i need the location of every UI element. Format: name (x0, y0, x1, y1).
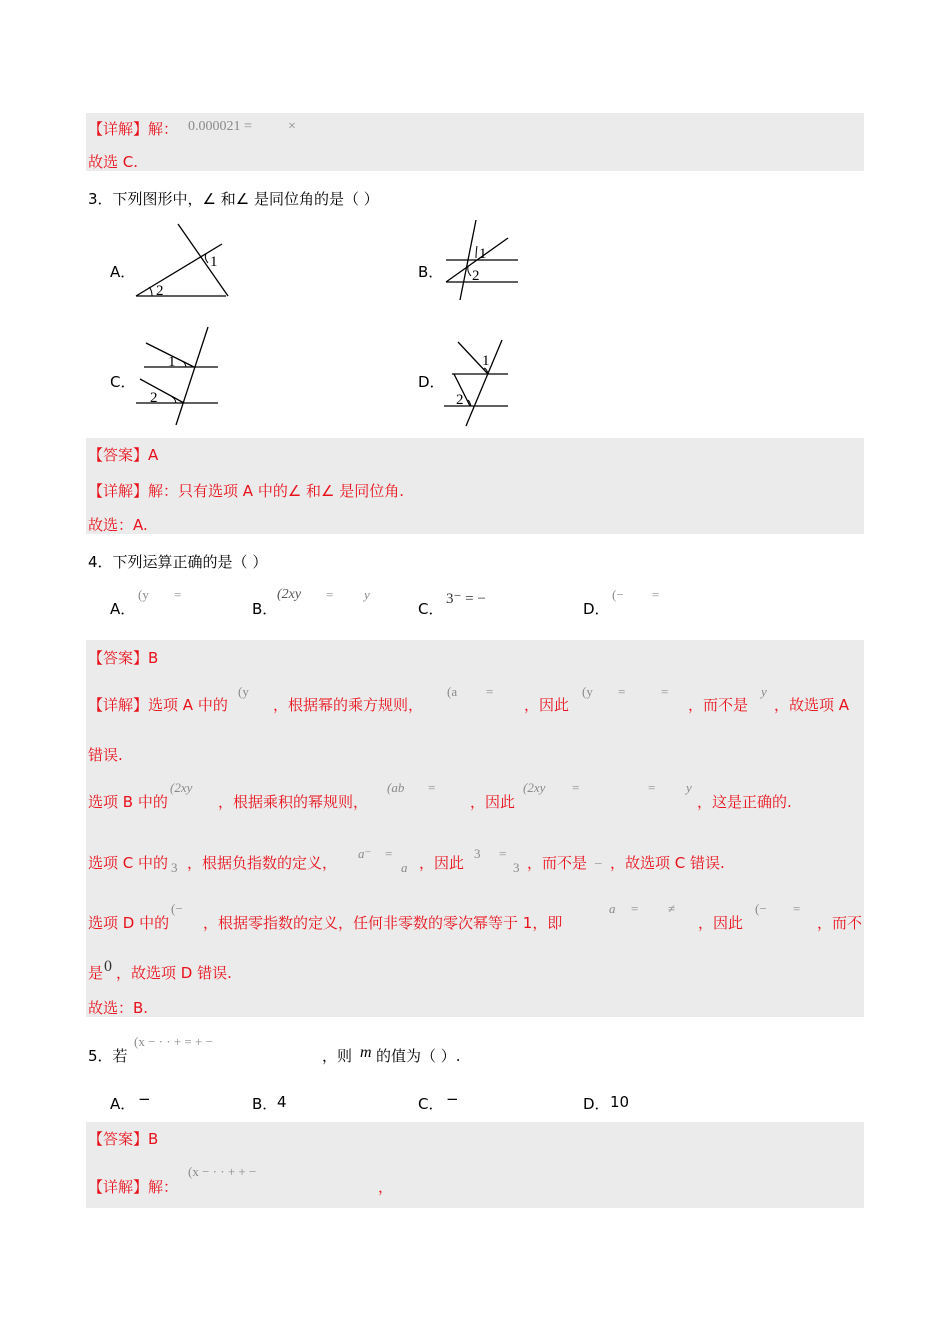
q3-c-mark-2: 2 (150, 390, 158, 406)
q4-detail-c-math-3c: 3 (513, 860, 520, 875)
q3-option-b-label: B． (418, 263, 444, 281)
q4-option-c-label: C． (418, 600, 444, 618)
q4-detail-d-math-5: 0 (104, 958, 112, 975)
q2-times: × (288, 119, 296, 134)
q2-expr: 0.000021 = (188, 119, 252, 134)
q4-detail-b-math-3d: y (686, 780, 692, 795)
q4-option-a-expr: (y (138, 587, 149, 602)
q5-answer-value: B (148, 1130, 159, 1148)
q3-d-mark-2: 2 (456, 392, 464, 408)
q4-option-b-expr: (2xy (277, 587, 302, 602)
q3-a-mark-2: 2 (156, 283, 164, 299)
q2-detail-line (88, 118, 178, 139)
q4-detail-c-math-3: 3 (474, 846, 481, 861)
q4-detail-c-math-3b: = (499, 846, 507, 861)
q4-option-b-label: B． (252, 600, 278, 618)
q4-detail-c-math-2: a⁻ (358, 846, 372, 861)
q5-detail-tag: 【详解】 (88, 1178, 149, 1196)
q4-detail-a-text-1: 选项 A 中的 (148, 696, 228, 714)
q3-detail-line (88, 480, 404, 501)
q3-figure-d (440, 338, 510, 428)
q3-stem: 3．下列图形中，∠ 和∠ 是同位角的是（ ） (88, 190, 379, 208)
q3-conclusion: 故选：A. (88, 516, 148, 534)
q4-detail-d-text-4: ，而不 (817, 914, 863, 932)
q3-answer-value: A (148, 446, 159, 464)
q5-answer-tag: 【答案】 (88, 1130, 149, 1148)
q3-detail-text: 解：只有选项 A 中的∠ 和∠ 是同位角. (148, 482, 405, 500)
q2-detail-lead: 解： (148, 120, 179, 138)
q4-detail-c-text-4: ，而不是 (527, 854, 588, 872)
q4-detail-b-text-3: ，因此 (470, 793, 516, 811)
q4-detail-d-text-1: 选项 D 中的 (88, 914, 170, 932)
q4-detail-c-text-1: 选项 C 中的 (88, 854, 169, 872)
q5-stem-num: 5．若 (88, 1047, 128, 1065)
q4-detail-d-math-3: (− (755, 901, 767, 916)
q5-stem-tail: ，则 (322, 1047, 353, 1065)
q4-detail-tag: 【详解】 (88, 696, 149, 714)
q4-detail-a-text-3: ，因此 (524, 696, 570, 714)
q4-detail-c-text-2: ，根据负指数的定义， (187, 854, 338, 872)
q4-detail-d-math-3b: = (793, 901, 801, 916)
q3-option-a-label: A． (110, 263, 136, 281)
q5-option-c-label: C． (418, 1095, 444, 1113)
q4-detail-c-math-1: 3 (171, 860, 178, 875)
q5-option-a-label: A． (110, 1095, 136, 1113)
q4-detail-a-math-2b: = (486, 684, 494, 699)
q3-figure-a (130, 218, 230, 300)
q4-detail-c-math-2b: = (385, 846, 393, 861)
q3-option-c-label: C． (110, 373, 136, 391)
q2-conclusion: 故选 C. (88, 153, 139, 171)
q4-stem: 4．下列运算正确的是（ ） (88, 553, 268, 571)
q4-detail-a-math-3b: = (618, 684, 626, 699)
q4-detail-a-text-4: ，而不是 (688, 696, 749, 714)
q4-detail-d-text-6: ，故选项 D 错误. (116, 964, 232, 982)
q4-answer-line (88, 647, 158, 668)
q4-answer-tag: 【答案】 (88, 649, 149, 667)
q5-option-a-value: − (138, 1090, 151, 1108)
q5-detail-lead: 解： (148, 1178, 179, 1196)
q3-option-d-label: D． (418, 373, 445, 391)
q4-detail-d-math-2b: = (631, 901, 639, 916)
q4-detail-a-math-1: (y (238, 684, 249, 699)
q4-detail-a-lead (88, 694, 228, 715)
q4-detail-b-text-2: ，根据乘积的幂规则， (218, 793, 369, 811)
q3-answer-tag: 【答案】 (88, 446, 149, 464)
q4-detail-d-text-2: ，根据零指数的定义，任何非零数的零次幂等于 1，即 (203, 914, 563, 932)
q5-detail-expr: (x − · · + + − (188, 1164, 257, 1179)
q4-detail-d-math-2: a (609, 901, 616, 916)
q4-detail-a-math-3c: = (661, 684, 669, 699)
q3-b-mark-1: 1 (479, 246, 487, 262)
q4-option-d-label: D． (583, 600, 610, 618)
q4-detail-c-math-2c: a (401, 860, 408, 875)
q4-option-c-expr: 3⁻ = − (446, 591, 486, 607)
q4-detail-c-text-5: ，故选项 C 错误. (610, 854, 725, 872)
q3-d-mark-1: 1 (482, 353, 490, 369)
q4-detail-a-text-2: ，根据幂的乘方规则， (273, 696, 424, 714)
q4-detail-b-text-4: ，这是正确的. (697, 793, 792, 811)
q5-option-b-label: B． (252, 1095, 278, 1113)
q4-detail-b-math-2b: = (428, 780, 436, 795)
q4-detail-d-text-5: 是 (88, 964, 104, 982)
q4-detail-a-text-6: 错误. (88, 746, 123, 764)
q4-detail-b-math-3c: = (648, 780, 656, 795)
q4-option-b-rhs: = (326, 587, 334, 602)
q5-stem-var: m (360, 1044, 372, 1061)
q5-option-d-label: D． (583, 1095, 610, 1113)
q5-option-b-value: 4 (277, 1093, 287, 1111)
q4-detail-b-math-3: (2xy (523, 780, 546, 795)
q3-b-mark-2: 2 (472, 268, 480, 284)
q5-stem-expr: (x − · · + = + − (134, 1034, 213, 1049)
q4-option-d-rhs: = (652, 587, 660, 602)
q4-option-a-rhs: = (174, 587, 182, 602)
q4-detail-b-text-1: 选项 B 中的 (88, 793, 168, 811)
q2-detail-tag: 【详解】 (88, 120, 149, 138)
q4-option-b-tail: y (364, 587, 370, 602)
q4-detail-b-math-3b: = (572, 780, 580, 795)
q4-detail-c-math-4: _ (595, 850, 602, 865)
q5-option-c-value: − (446, 1090, 459, 1108)
q3-figure-b (440, 216, 520, 302)
q4-detail-b-math-2: (ab (387, 780, 405, 795)
q3-answer-line (88, 444, 158, 465)
q3-detail-tag: 【详解】 (88, 482, 149, 500)
q4-detail-d-math-2c: ≠ (668, 901, 676, 916)
q4-detail-a-math-2: (a (447, 684, 458, 699)
q3-a-mark-1: 1 (210, 254, 218, 270)
q4-conclusion: 故选：B. (88, 999, 149, 1017)
q5-answer-line (88, 1128, 158, 1149)
q5-option-d-value: 10 (610, 1093, 630, 1111)
q4-detail-c-text-3: ，因此 (419, 854, 465, 872)
q4-answer-value: B (148, 649, 159, 667)
q4-detail-d-text-3: ，因此 (698, 914, 744, 932)
q4-detail-d-math-1: (− (171, 901, 183, 916)
q4-option-d-expr: (− (612, 587, 624, 602)
q4-option-a-label: A． (110, 600, 136, 618)
q4-detail-a-math-3: (y (582, 684, 593, 699)
q3-figure-c (132, 325, 222, 427)
q3-c-mark-1: 1 (168, 354, 176, 370)
q4-detail-b-math-1: (2xy (170, 780, 193, 795)
q4-detail-a-math-4: y (761, 684, 767, 699)
q5-detail-end: ， (378, 1178, 394, 1196)
q5-stem-end: 的值为（ ）. (376, 1047, 461, 1065)
q4-detail-a-text-5: ，故选项 A (774, 696, 850, 714)
q5-detail-line (88, 1176, 178, 1197)
